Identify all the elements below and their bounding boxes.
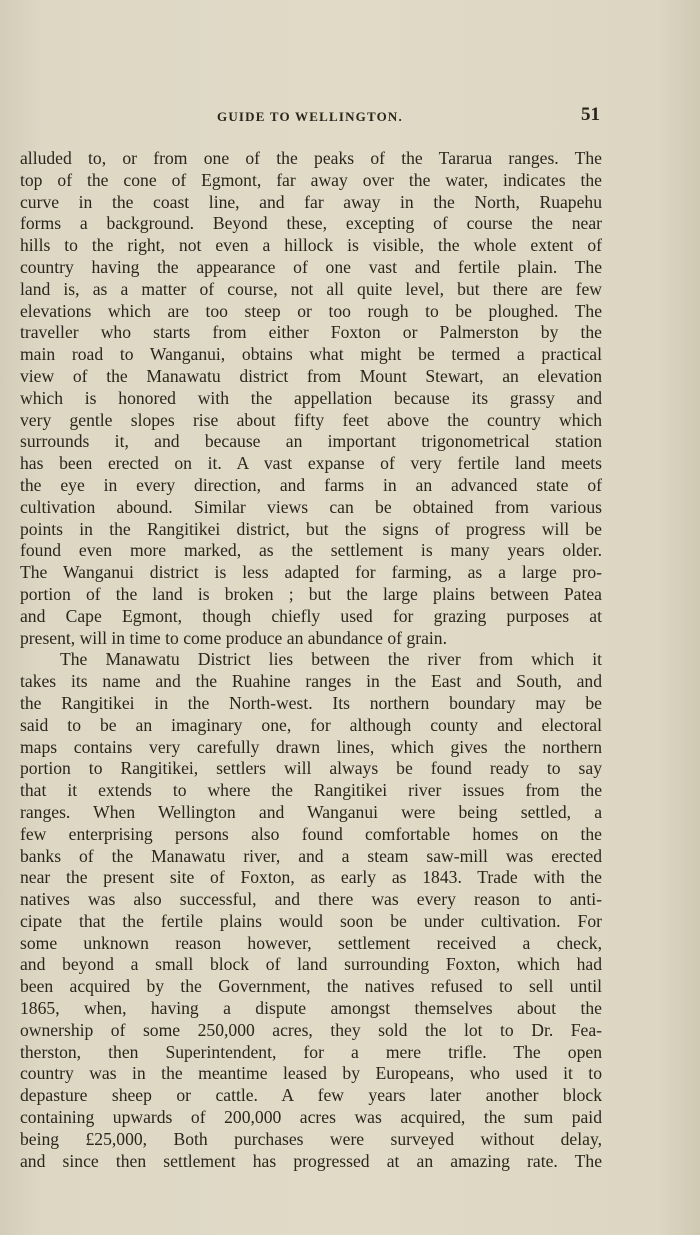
- text-line: being £25,000, Both purchases were surveyed without delay,: [20, 1128, 602, 1149]
- text-line: ownership of some 250,000 acres, they sold the lot to Dr. Fea-: [20, 1019, 602, 1040]
- text-line: and Cape Egmont, though chiefly used for grazing purposes at: [20, 605, 602, 626]
- text-line: some unknown reason however, settlement received a check,: [20, 932, 602, 953]
- text-line: cipate that the fertile plains would soon be under cultivation. For: [20, 910, 602, 931]
- paragraph-last-line: present, will in time to come produce an abundance of grain.: [20, 627, 447, 648]
- text-line: depasture sheep or cattle. A few years later another block: [20, 1085, 602, 1106]
- text-line: said to be an imaginary one, for although county and electoral: [20, 714, 602, 735]
- text-line: points in the Rangitikei district, but the signs of progress will be: [20, 518, 602, 539]
- text-line: top of the cone of Egmont, far away over the water, indicates the: [20, 169, 602, 190]
- text-line: containing upwards of 200,000 acres was acquired, the sum paid: [20, 1107, 602, 1128]
- text-line: the eye in every direction, and farms in an advanced state of: [20, 474, 602, 495]
- text-line: The Wanganui district is less adapted for farming, as a large pro-: [20, 562, 602, 583]
- text-line: country having the appearance of one vast and fertile plain. The: [20, 256, 602, 277]
- text-line: and beyond a small block of land surrounding Foxton, which had: [20, 954, 602, 975]
- text-line: land is, as a matter of course, not all quite level, but there are few: [20, 278, 602, 299]
- text-line: alluded to, or from one of the peaks of the Tararua ranges. The: [20, 148, 602, 168]
- text-line: that it extends to where the Rangitikei river issues from the: [20, 780, 602, 801]
- text-line: traveller who starts from either Foxton or Palmerston by the: [20, 322, 602, 343]
- running-head: GUIDE TO WELLINGTON.: [217, 109, 403, 124]
- text-line: banks of the Manawatu river, and a steam saw-mill was erected: [20, 845, 602, 866]
- text-line: which is honored with the appellation because its grassy and: [20, 387, 602, 408]
- text-line: cultivation abound. Similar views can be obtained from various: [20, 496, 602, 517]
- text-line: and since then settlement has progressed at an amazing rate. The: [20, 1150, 602, 1171]
- text-line: few enterprising persons also found comfortable homes on the: [20, 823, 602, 844]
- text-line: surrounds it, and because an important trigonometrical station: [20, 431, 602, 452]
- text-line: has been erected on it. A vast expanse of very fertile land meets: [20, 453, 602, 474]
- text-line: view of the Manawatu district from Mount Stewart, an elevation: [20, 365, 602, 386]
- text-line: country was in the meantime leased by Europeans, who used it to: [20, 1063, 602, 1084]
- text-line: found even more marked, as the settlement is many years older.: [20, 540, 602, 561]
- text-line: very gentle slopes rise about fifty feet above the country which: [20, 409, 602, 430]
- page-header: [20, 104, 600, 130]
- text-line: 1865, when, having a dispute amongst themselves about the: [20, 998, 602, 1019]
- text-line: elevations which are too steep or too rough to be ploughed. The: [20, 300, 602, 321]
- text-line: hills to the right, not even a hillock is visible, the whole extent of: [20, 235, 602, 256]
- text-line: portion of the land is broken ; but the large plains between Patea: [20, 583, 602, 604]
- page-number: 51: [581, 104, 600, 125]
- paragraph-first-line: The Manawatu District lies between the river from which it: [60, 649, 602, 670]
- text-line: near the present site of Foxton, as early as 1843. Trade with the: [20, 867, 602, 888]
- text-line: main road to Wanganui, obtains what might be termed a practical: [20, 344, 602, 365]
- text-line: portion to Rangitikei, settlers will always be found ready to say: [20, 758, 602, 779]
- text-line: natives was also successful, and there was every reason to anti-: [20, 889, 602, 910]
- text-line: curve in the coast line, and far away in the North, Ruapehu: [20, 191, 602, 212]
- text-line: forms a background. Beyond these, excepting of course the near: [20, 213, 602, 234]
- body-text: [20, 148, 602, 1172]
- text-line: maps contains very carefully drawn lines, which gives the northern: [20, 736, 602, 757]
- text-line: ranges. When Wellington and Wanganui were being settled, a: [20, 801, 602, 822]
- text-line: therston, then Superintendent, for a mere trifle. The open: [20, 1041, 602, 1062]
- text-line: takes its name and the Ruahine ranges in the East and South, and: [20, 671, 602, 692]
- text-line: been acquired by the Government, the natives refused to sell until: [20, 976, 602, 997]
- text-line: the Rangitikei in the North-west. Its northern boundary may be: [20, 692, 602, 713]
